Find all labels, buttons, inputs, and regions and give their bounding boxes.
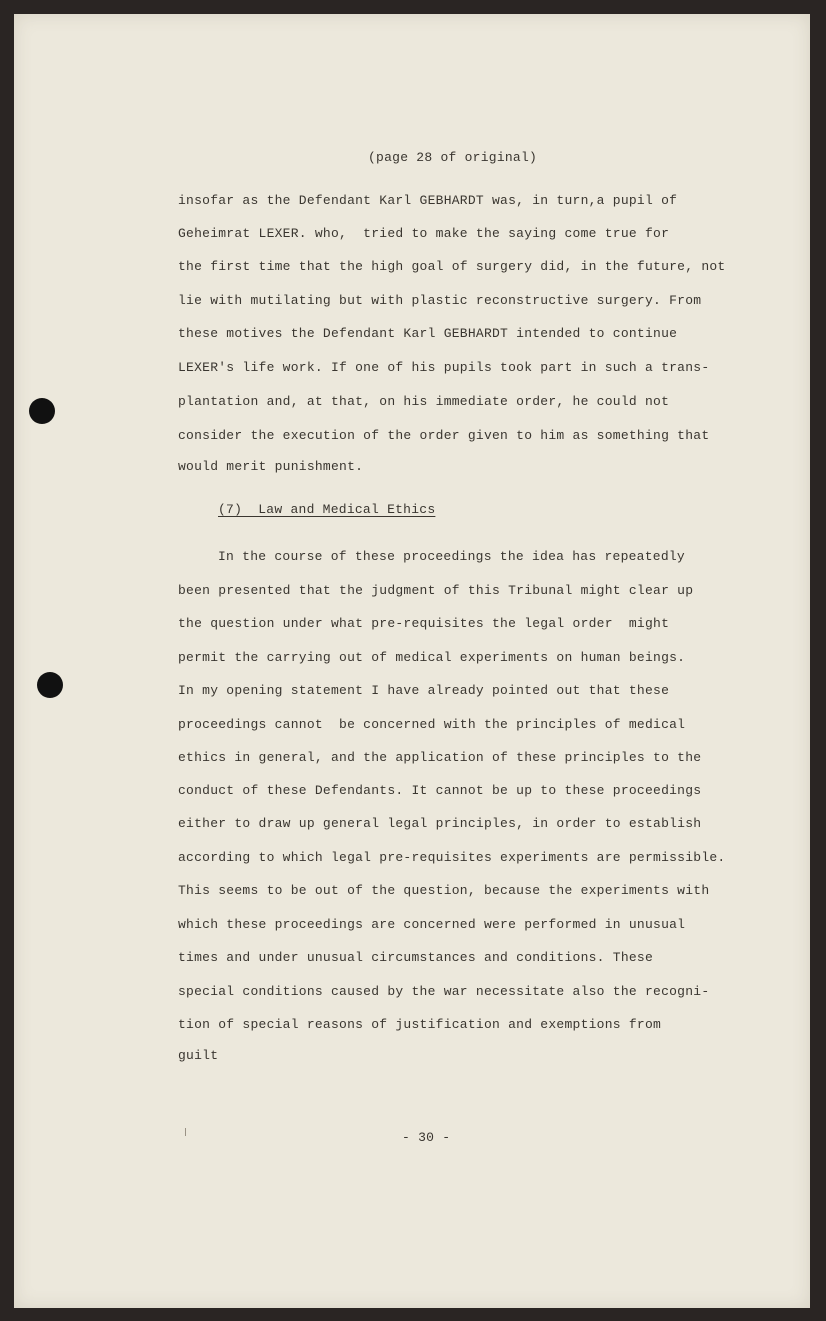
paragraph2-line: been presented that the judgment of this Tribunal might clear up [178, 583, 694, 598]
paragraph2-line: which these proceedings are concerned were performed in unusual [178, 917, 686, 932]
paragraph2-line: special conditions caused by the war necessitate also the recogni- [178, 984, 710, 999]
paragraph2-line: conduct of these Defendants. It cannot be up to these proceedings [178, 783, 702, 798]
paragraph2-line: the question under what pre-requisites the legal order might [178, 616, 670, 631]
paragraph2-line: tion of special reasons of justification and exemptions from [178, 1017, 662, 1032]
paragraph2-line: In my opening statement I have already pointed out that these [178, 683, 670, 698]
punch-hole-bottom [37, 672, 63, 698]
stray-pencil-mark [185, 1128, 186, 1136]
paragraph1-line: insofar as the Defendant Karl GEBHARDT was, in turn,a pupil of [178, 193, 678, 208]
paragraph2-line: In the course of these proceedings the idea has repeatedly [218, 549, 685, 564]
paragraph2-line: ethics in general, and the application of these principles to the [178, 750, 702, 765]
paragraph2-line: guilt [178, 1048, 219, 1063]
paragraph2-line: proceedings cannot be concerned with the principles of medical [178, 717, 686, 732]
page-number: - 30 - [402, 1130, 451, 1145]
paragraph2-line: either to draw up general legal principles, in order to establish [178, 816, 702, 831]
paragraph2-line: according to which legal pre-requisites experiments are permissible. [178, 850, 726, 865]
paragraph1-line: consider the execution of the order given to him as something that [178, 428, 710, 443]
paragraph1-line: lie with mutilating but with plastic reconstructive surgery. From [178, 293, 702, 308]
section-heading: (7) Law and Medical Ethics [218, 502, 436, 517]
paragraph1-line: these motives the Defendant Karl GEBHARDT intended to continue [178, 326, 678, 341]
paragraph1-line: LEXER's life work. If one of his pupils took part in such a trans- [178, 360, 710, 375]
paragraph1-line: Geheimrat LEXER. who, tried to make the saying come true for [178, 226, 670, 241]
paragraph2-line: This seems to be out of the question, because the experiments with [178, 883, 710, 898]
paragraph2-line: permit the carrying out of medical experiments on human beings. [178, 650, 686, 665]
paragraph1-line: the first time that the high goal of surgery did, in the future, not [178, 259, 726, 274]
page-reference: (page 28 of original) [368, 150, 538, 165]
paragraph2-line: times and under unusual circumstances and conditions. These [178, 950, 654, 965]
punch-hole-top [29, 398, 55, 424]
paragraph1-line: plantation and, at that, on his immediate order, he could not [178, 394, 670, 409]
paragraph1-line: would merit punishment. [178, 459, 364, 474]
